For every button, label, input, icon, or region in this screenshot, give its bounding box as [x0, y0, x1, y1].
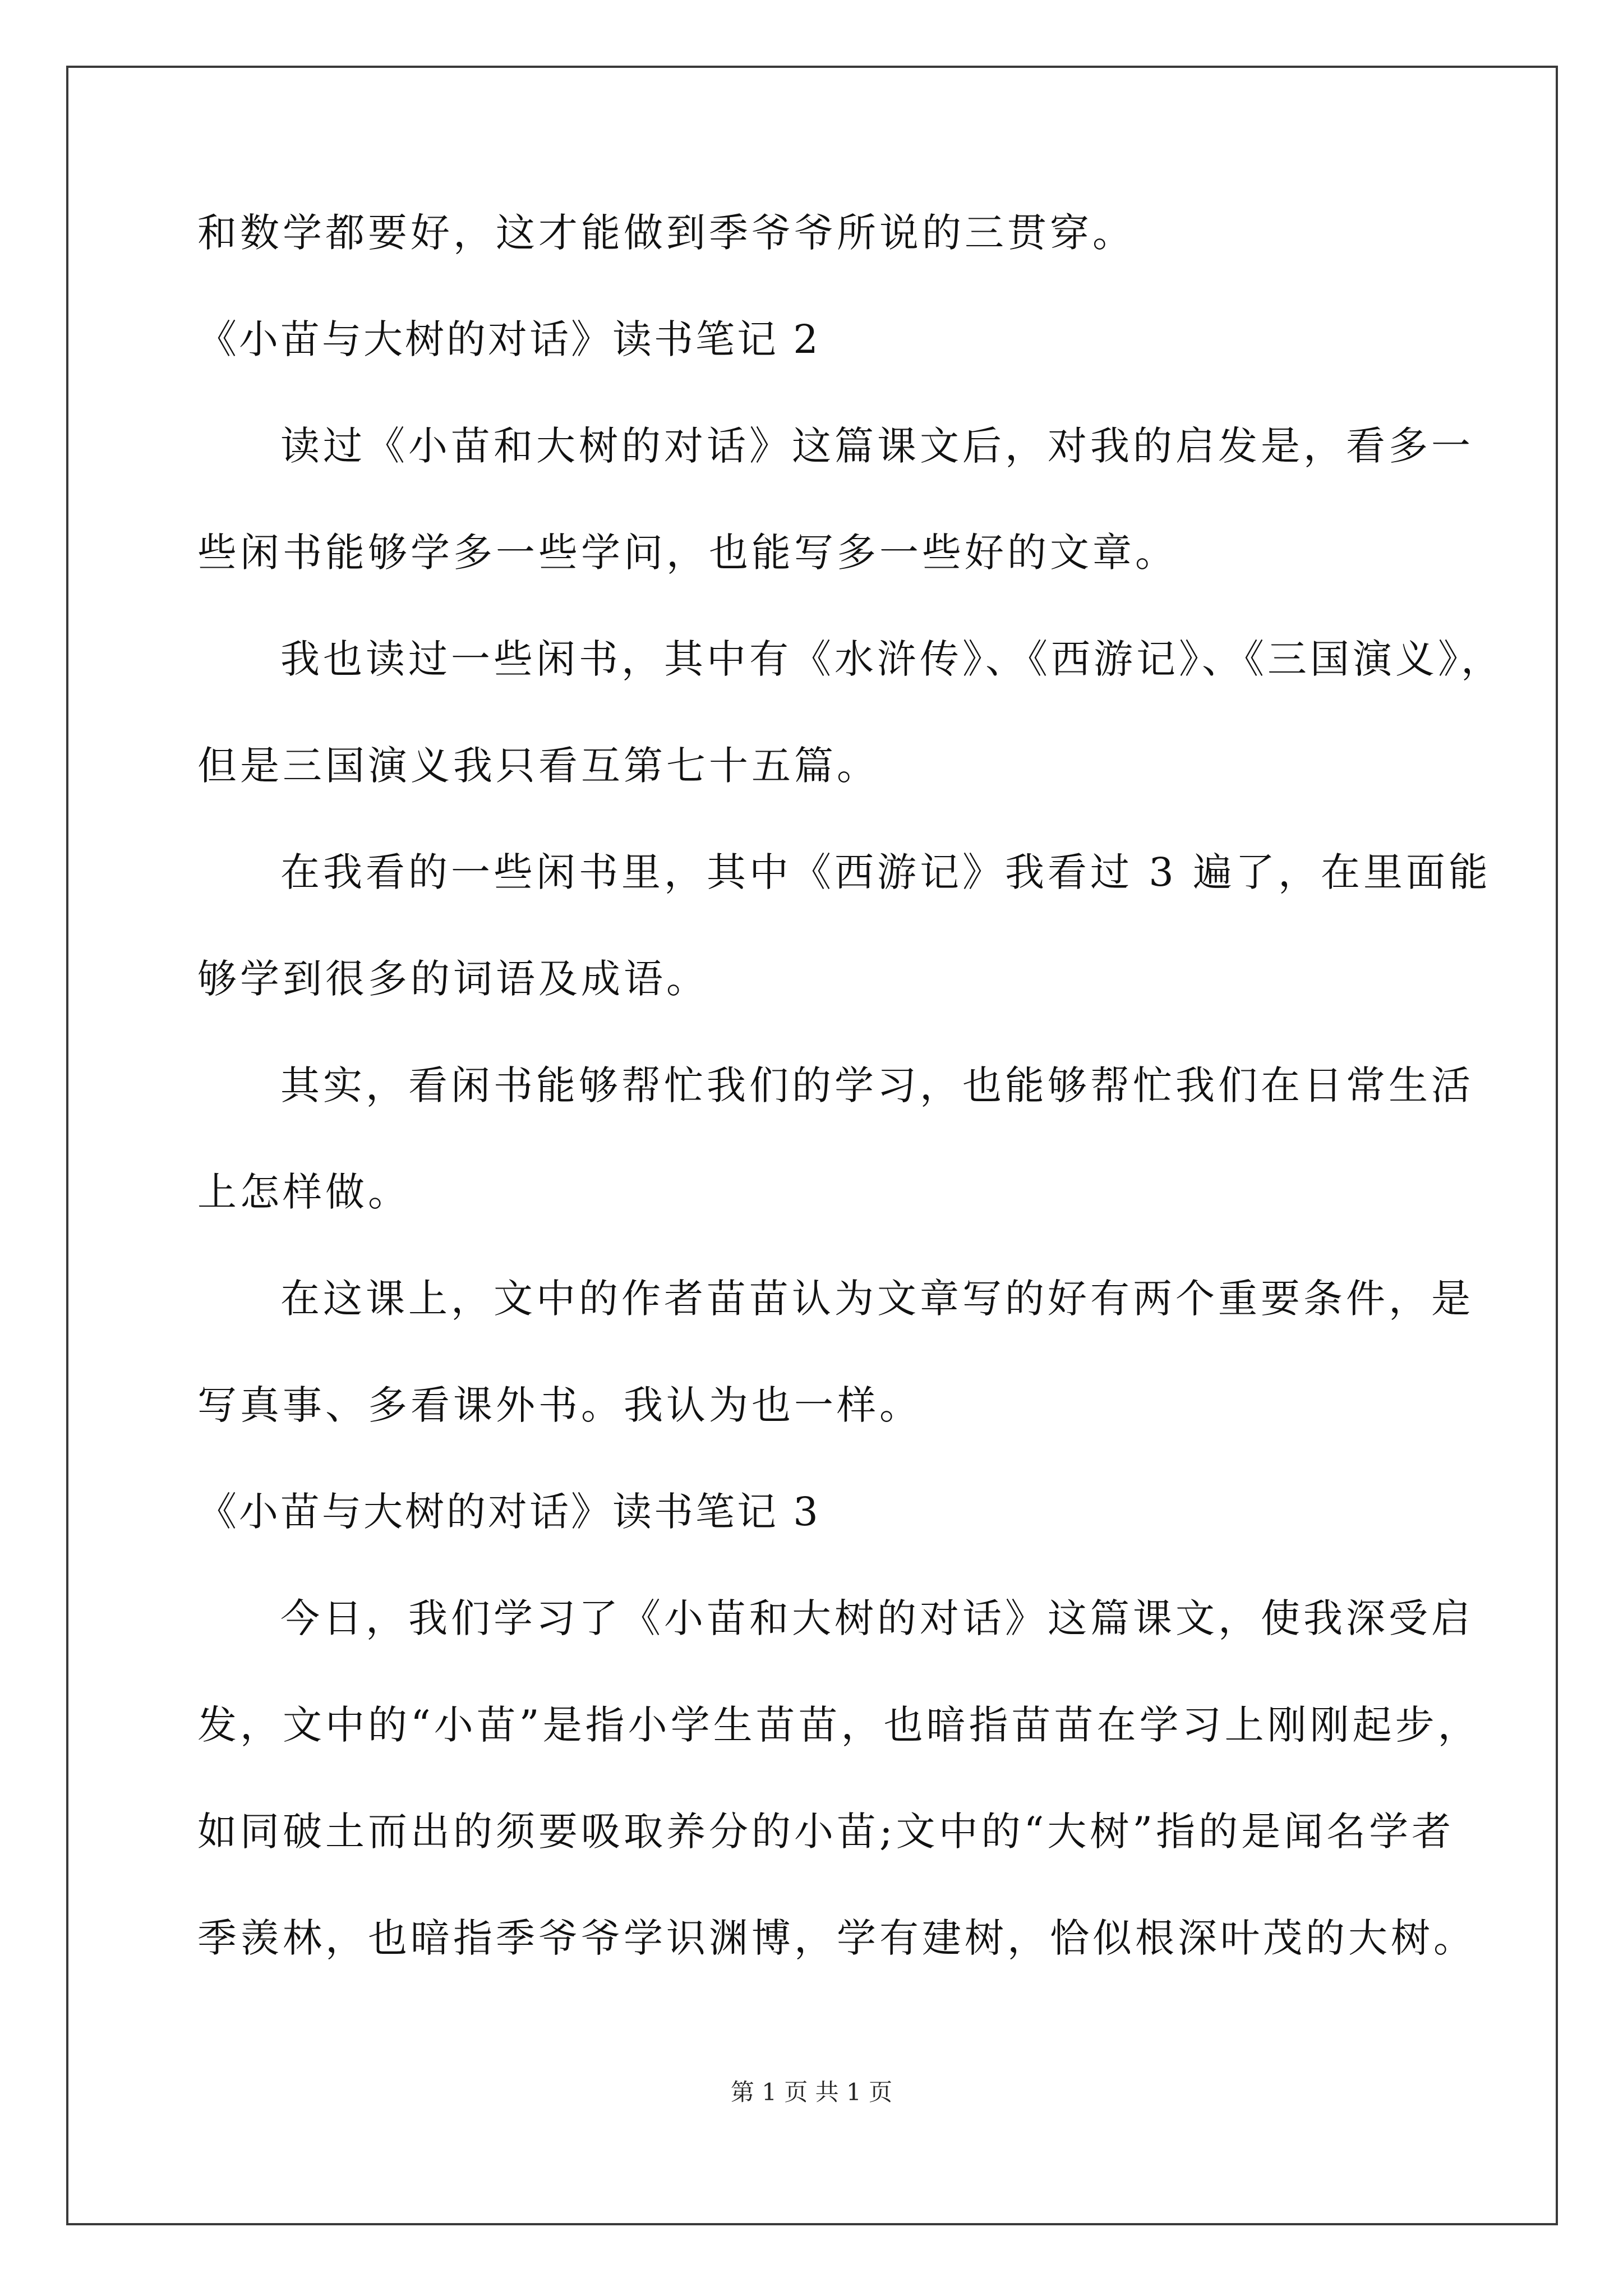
text-line: 如同破土而出的须要吸取养分的小苗;文中的“大树”指的是闻名学者	[197, 1809, 1455, 1855]
text-line: 些闲书能够学多一些学问，也能写多一些好的文章。	[197, 530, 1178, 576]
text-line: 上怎样做。	[197, 1169, 411, 1215]
text-line: 读过《小苗和大树的对话》这篇课文后，对我的启发是，看多一	[280, 423, 1474, 469]
text-line: 今日，我们学习了《小苗和大树的对话》这篇课文，使我深受启	[280, 1595, 1474, 1641]
text-line: 在我看的一些闲书里，其中《西游记》我看过 3 遍了，在里面能	[280, 849, 1492, 895]
section-heading: 《小苗与大树的对话》读书笔记 2	[197, 316, 820, 362]
text-line: 我也读过一些闲书，其中有《水浒传》、《西游记》、《三国演义》，	[280, 636, 1504, 682]
text-line: 季羡林，也暗指季爷爷学识渊博，学有建树，恰似根深叶茂的大树。	[197, 1915, 1476, 1961]
text-line: 够学到很多的词语及成语。	[197, 956, 709, 1002]
page-footer: 第 1 页 共 1 页	[730, 2078, 893, 2106]
section-heading: 《小苗与大树的对话》读书笔记 3	[197, 1489, 820, 1535]
page-border	[66, 66, 1558, 2225]
text-line: 其实，看闲书能够帮忙我们的学习，也能够帮忙我们在日常生活	[280, 1062, 1474, 1108]
text-line: 写真事、多看课外书。我认为也一样。	[197, 1382, 922, 1428]
text-line: 和数学都要好，这才能做到季爷爷所说的三贯穿。	[197, 210, 1135, 256]
text-line: 但是三国演义我只看互第七十五篇。	[197, 743, 879, 789]
text-line: 在这课上，文中的作者苗苗认为文章写的好有两个重要条件，是	[280, 1276, 1474, 1322]
text-line: 发，文中的“小苗”是指小学生苗苗，也暗指苗苗在学习上刚刚起步，	[197, 1702, 1481, 1748]
